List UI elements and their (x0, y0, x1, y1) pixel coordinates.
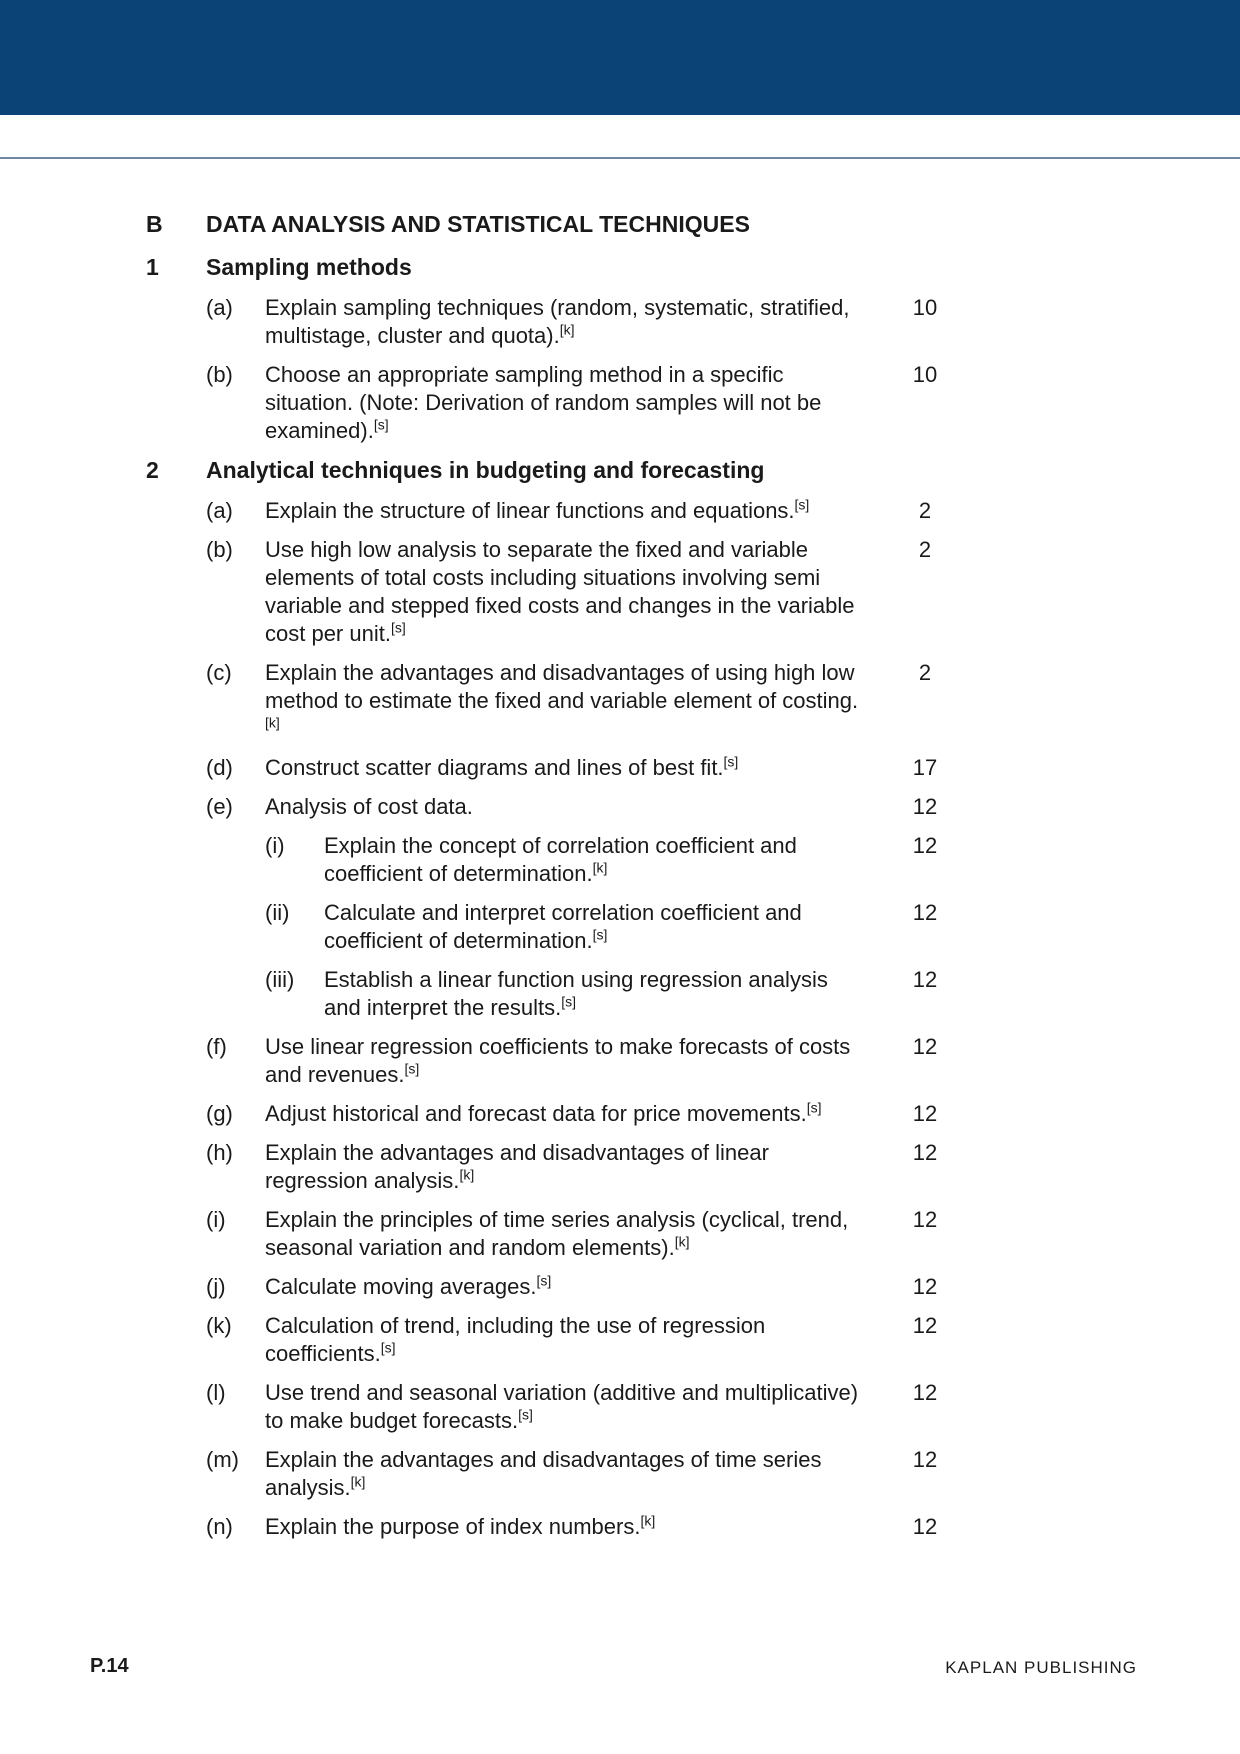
item-label: (g) (206, 1101, 233, 1126)
item-label: (j) (206, 1274, 226, 1299)
syllabus-item (146, 361, 1006, 445)
intellectual-level: 12 (912, 833, 938, 858)
item-label: (d) (206, 755, 233, 780)
item-text-wrap (265, 1513, 865, 1541)
item-text: Explain the advantages and disadvantages of using high low method to estimate the fixed and variable element of costing. (265, 660, 859, 713)
item-label: (b) (206, 362, 233, 387)
item-text-wrap (265, 1273, 865, 1301)
syllabus-item (146, 1312, 1006, 1368)
item-label: (e) (206, 794, 233, 819)
item-text-wrap (265, 793, 865, 821)
header-rule (0, 157, 1240, 159)
item-text: Calculation of trend, including the use of regression coefficients. (265, 1313, 766, 1366)
syllabus-item (146, 754, 1006, 782)
item-text: Use high low analysis to separate the fixed and variable elements of total costs including situations involving semi variable and stepped fixed costs and changes in the variable cost per unit. (265, 537, 855, 646)
ability-tag: [k] (559, 321, 575, 338)
intellectual-level: 2 (918, 537, 932, 562)
syllabus-item (146, 1100, 1006, 1128)
intellectual-level: 12 (912, 1514, 938, 1539)
item-label: (b) (206, 537, 233, 562)
item-label: (f) (206, 1034, 227, 1059)
item-text: Explain the principles of time series analysis (cyclical, trend, seasonal variation and random elements). (265, 1207, 849, 1260)
ability-tag: [k] (592, 859, 608, 876)
item-text: Explain the structure of linear functions and equations. (265, 498, 795, 523)
item-text: Explain the concept of correlation coefficient and coefficient of determination. (324, 833, 797, 886)
item-label: (ii) (265, 900, 290, 925)
item-text-wrap (265, 294, 865, 350)
topic-title: Sampling methods (206, 254, 412, 280)
item-label: (i) (206, 1207, 226, 1232)
intellectual-level: 12 (912, 1313, 938, 1338)
item-label: (a) (206, 498, 233, 523)
item-label: (h) (206, 1140, 233, 1165)
topic-heading (146, 456, 1006, 484)
syllabus-subitem (146, 966, 1006, 1022)
intellectual-level: 2 (918, 660, 932, 685)
item-text-wrap (324, 899, 865, 955)
ability-tag: [s] (390, 619, 406, 636)
item-text-wrap (265, 536, 865, 648)
intellectual-level: 12 (912, 900, 938, 925)
item-label: (a) (206, 295, 233, 320)
intellectual-level: 10 (912, 295, 938, 320)
ability-tag: [k] (350, 1473, 366, 1490)
ability-tag: [k] (640, 1512, 656, 1529)
item-text: Choose an appropriate sampling method in a specific situation. (Note: Derivation of random samples will not be examined). (265, 362, 822, 443)
syllabus-item (146, 497, 1006, 525)
intellectual-level: 12 (912, 1034, 938, 1059)
intellectual-level: 12 (912, 1140, 938, 1165)
intellectual-level: 12 (912, 1447, 938, 1472)
ability-tag: [s] (404, 1060, 420, 1077)
intellectual-level: 12 (912, 967, 938, 992)
item-label: (c) (206, 660, 232, 685)
ability-tag: [s] (561, 993, 577, 1010)
intellectual-level: 12 (912, 1274, 938, 1299)
item-text: Explain the advantages and disadvantages of time series analysis. (265, 1447, 822, 1500)
ability-tag: [s] (380, 1339, 396, 1356)
item-text-wrap (265, 1100, 865, 1128)
ability-tag: [s] (806, 1099, 822, 1116)
intellectual-level: 12 (912, 1380, 938, 1405)
item-label: (m) (206, 1447, 239, 1472)
syllabus-item (146, 659, 1006, 743)
item-label: (l) (206, 1380, 226, 1405)
item-text-wrap (265, 754, 865, 782)
syllabus-item (146, 1206, 1006, 1262)
ability-tag: [s] (592, 926, 608, 943)
syllabus-subitem (146, 832, 1006, 888)
topic-groups (146, 253, 1006, 1541)
item-text-wrap (265, 1446, 865, 1502)
item-label: (k) (206, 1313, 232, 1338)
intellectual-level: 12 (912, 794, 938, 819)
item-text-wrap (265, 1139, 865, 1195)
syllabus-item (146, 536, 1006, 648)
ability-tag: [k] (674, 1233, 690, 1250)
item-text-wrap (265, 1379, 865, 1435)
intellectual-level: 12 (912, 1207, 938, 1232)
page-number: P.14 (90, 1655, 129, 1677)
item-label: (i) (265, 833, 285, 858)
ability-tag: [k] (459, 1166, 475, 1183)
item-text: Adjust historical and forecast data for price movements. (265, 1101, 807, 1126)
item-label: (n) (206, 1514, 233, 1539)
syllabus-item (146, 793, 1006, 821)
syllabus-item (146, 1513, 1006, 1541)
intellectual-level: 10 (912, 362, 938, 387)
ability-tag: [s] (518, 1406, 533, 1423)
item-label: (iii) (265, 967, 295, 992)
ability-tag: [s] (373, 416, 389, 433)
topic-number: 1 (146, 254, 159, 280)
ability-tag: [s] (794, 496, 810, 513)
syllabus-item (146, 1273, 1006, 1301)
item-text-wrap (265, 361, 865, 445)
item-text: Calculate and interpret correlation coefficient and coefficient of determination. (324, 900, 802, 953)
section-title: DATA ANALYSIS AND STATISTICAL TECHNIQUES (206, 211, 750, 237)
publisher-name: KAPLAN PUBLISHING (945, 1658, 1137, 1677)
ability-tag: [k] (265, 714, 280, 731)
syllabus-item (146, 1139, 1006, 1195)
topic-heading (146, 253, 1006, 281)
intellectual-level: 17 (912, 755, 938, 780)
topic-number: 2 (146, 457, 159, 483)
item-text-wrap (265, 497, 865, 525)
item-text-wrap (324, 832, 865, 888)
syllabus-content (146, 210, 1006, 1552)
item-text-wrap (265, 1206, 865, 1262)
syllabus-item (146, 1033, 1006, 1089)
item-text: Construct scatter diagrams and lines of best fit. (265, 755, 724, 780)
item-text-wrap (265, 1033, 865, 1089)
item-text-wrap (324, 966, 865, 1022)
item-text: Calculate moving averages. (265, 1274, 537, 1299)
section-letter: B (146, 211, 163, 237)
topic-title: Analytical techniques in budgeting and forecasting (206, 457, 765, 483)
syllabus-item (146, 294, 1006, 350)
item-text: Use trend and seasonal variation (additive and multiplicative) to make budget forecasts. (265, 1380, 859, 1433)
item-text-wrap (265, 659, 865, 743)
header-band (0, 0, 1240, 115)
intellectual-level: 2 (918, 498, 932, 523)
item-text: Explain sampling techniques (random, systematic, stratified, multistage, cluster and quota). (265, 295, 850, 348)
syllabus-subitem (146, 899, 1006, 955)
item-text: Explain the advantages and disadvantages of linear regression analysis. (265, 1140, 769, 1193)
item-text: Explain the purpose of index numbers. (265, 1514, 641, 1539)
section-heading (146, 210, 1006, 238)
syllabus-item (146, 1446, 1006, 1502)
item-text: Analysis of cost data. (265, 794, 473, 819)
item-text-wrap (265, 1312, 865, 1368)
syllabus-item (146, 1379, 1006, 1435)
intellectual-level: 12 (912, 1101, 938, 1126)
ability-tag: [s] (723, 753, 739, 770)
ability-tag: [s] (536, 1272, 552, 1289)
item-text: Establish a linear function using regression analysis and interpret the results. (324, 967, 828, 1020)
item-text: Use linear regression coefficients to make forecasts of costs and revenues. (265, 1034, 851, 1087)
